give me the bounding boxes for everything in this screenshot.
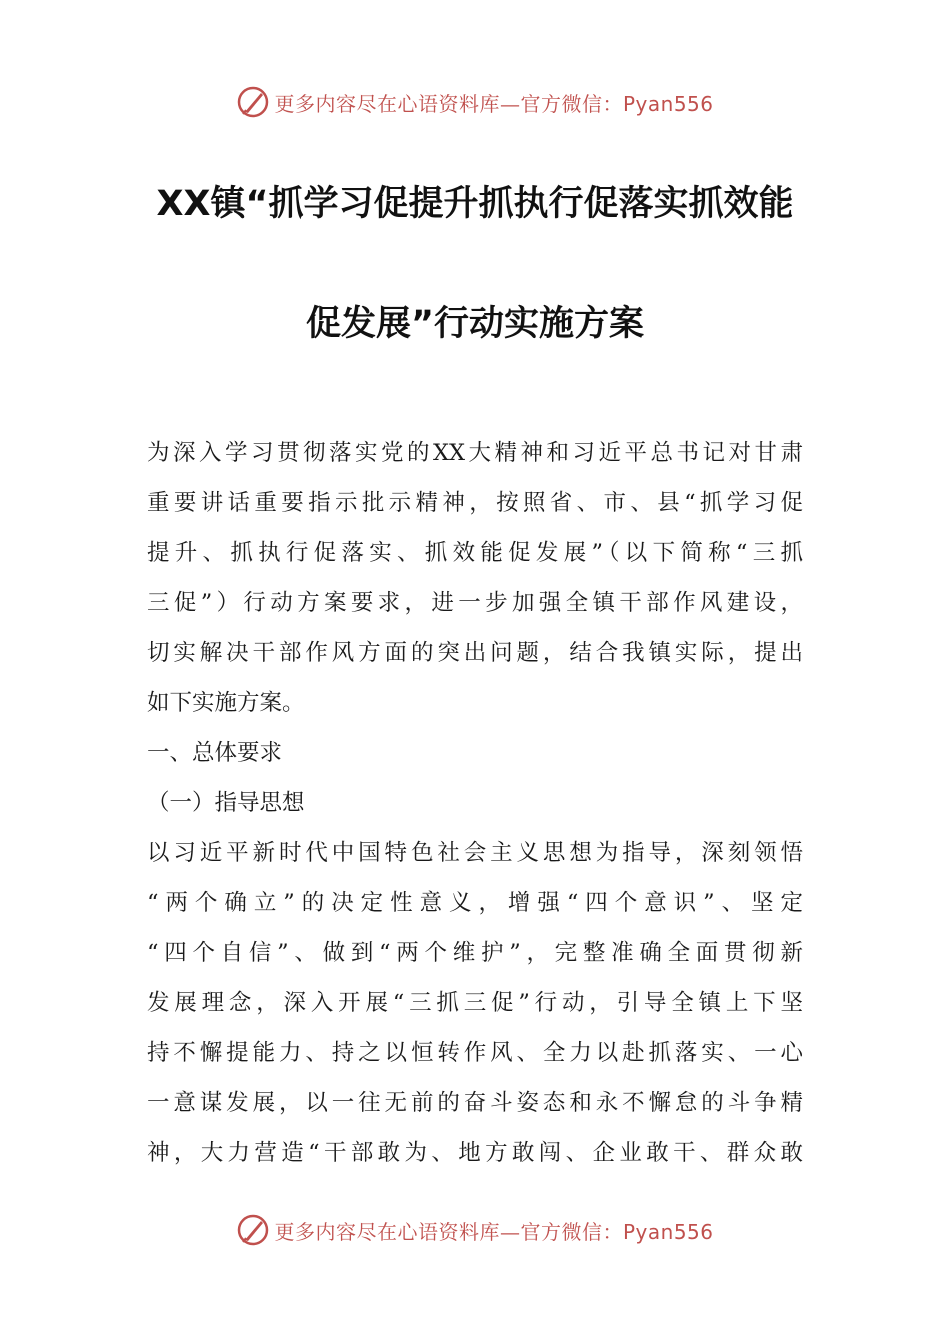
body-line: 如下实施方案。	[147, 690, 305, 716]
document-title-line-2: 促发展”行动实施方案	[305, 304, 644, 344]
body-line: 以习近平新时代中国特色社会主义思想为指导，深刻领悟	[147, 840, 803, 866]
body-line: 神，大力营造“干部敢为、地方敢闯、企业敢干、群众敢	[147, 1140, 803, 1166]
subsection-heading: （一）指导思想	[147, 790, 305, 816]
watermark-account: Pyan556	[622, 91, 714, 116]
body-line: 重要讲话重要指示批示精神，按照省、市、县“抓学习促	[147, 490, 803, 516]
body-line: “两个确立”的决定性意义，增强“四个意识”、坚定	[147, 890, 803, 916]
watermark-banner-bottom	[0, 1210, 950, 1250]
body-line: 为深入学习贯彻落实党的XX大精神和习近平总书记对甘肃	[147, 440, 803, 466]
document-body	[147, 428, 803, 1178]
section-heading: 一、总体要求	[147, 740, 283, 766]
watermark-text: 更多内容尽在心语资料库—官方微信：Pyan556	[274, 1219, 714, 1244]
body-line: 持不懈提能力、持之以恒转作风、全力以赴抓落实、一心	[147, 1040, 803, 1066]
quill-pen-in-circle-icon	[236, 1213, 270, 1247]
watermark-banner-top	[0, 82, 950, 122]
body-line: 发展理念，深入开展“三抓三促”行动，引导全镇上下坚	[147, 990, 803, 1016]
document-title-line-1: XX镇“抓学习促提升抓执行促落实抓效能	[156, 184, 794, 224]
quill-pen-in-circle-icon	[236, 85, 270, 119]
watermark-text: 更多内容尽在心语资料库—官方微信：Pyan556	[274, 91, 714, 116]
body-line: “四个自信”、做到“两个维护”，完整准确全面贯彻新	[147, 940, 803, 966]
body-line: 提升、抓执行促落实、抓效能促发展”（以下简称“三抓	[147, 540, 803, 566]
body-line: 三促”）行动方案要求，进一步加强全镇干部作风建设，	[147, 590, 803, 616]
watermark-account: Pyan556	[622, 1219, 714, 1244]
body-line: 切实解决干部作风方面的突出问题，结合我镇实际，提出	[147, 640, 803, 666]
body-line: 一意谋发展，以一往无前的奋斗姿态和永不懈怠的斗争精	[147, 1090, 803, 1116]
